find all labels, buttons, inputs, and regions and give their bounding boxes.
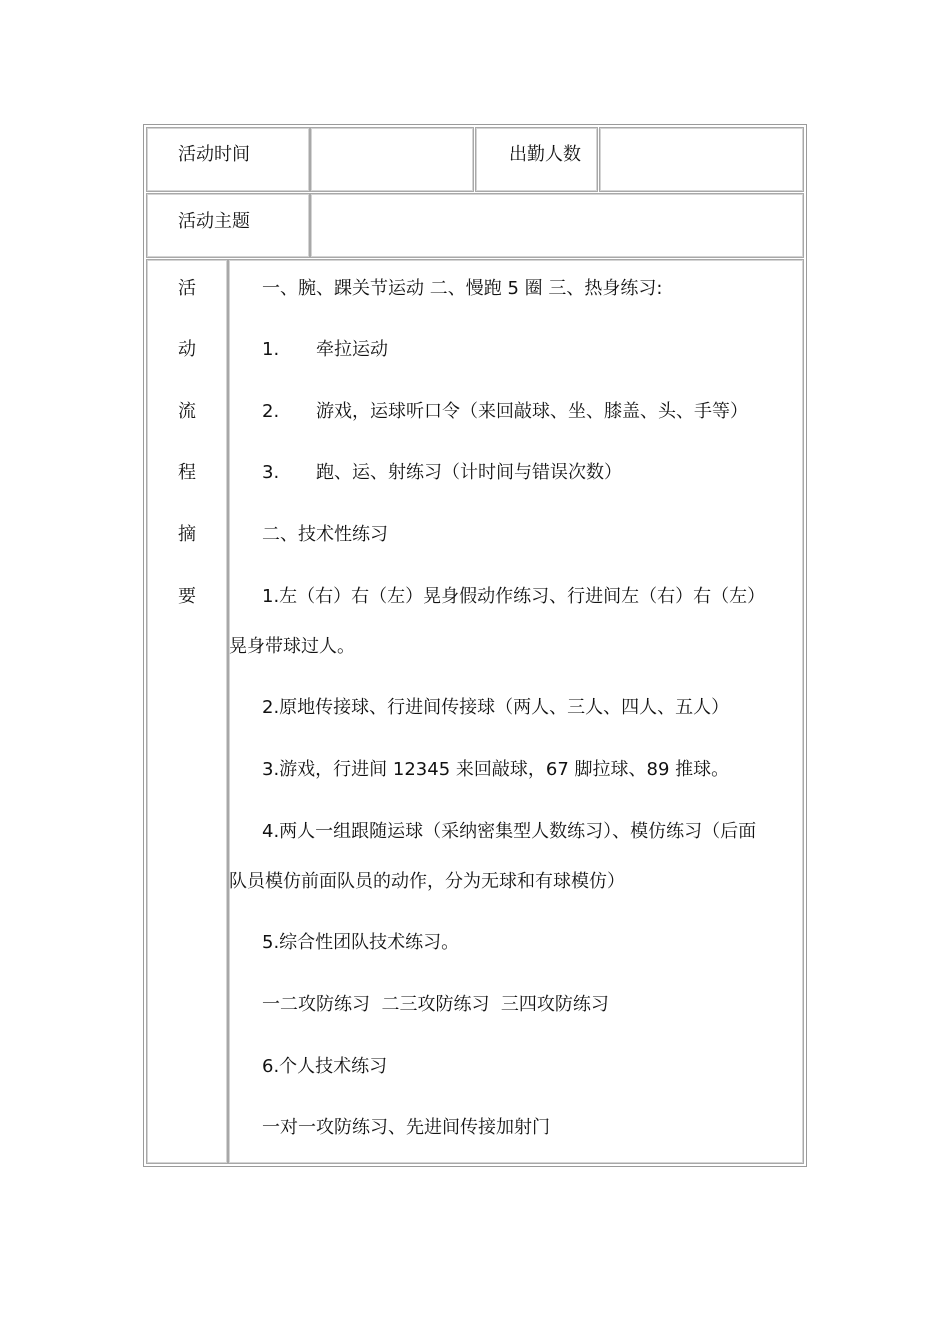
list-item-number: 1. — [262, 339, 280, 360]
paragraph-continuation: 晃身带球过人。 — [229, 636, 355, 657]
process-label-cell — [147, 260, 227, 1163]
warmup-line: 一、腕、踝关节运动 二、慢跑 5 圈 三、热身练习: — [262, 278, 663, 299]
attendance-label: 出勤人数 — [509, 144, 581, 165]
process-label-char: 摘 — [178, 524, 196, 545]
paragraph: 3.游戏，行进间 12345 来回敲球，67 脚拉球、89 推球。 — [262, 759, 730, 780]
list-item — [262, 463, 622, 483]
process-label-char: 要 — [178, 586, 196, 607]
paragraph: 4.两人一组跟随运球（采纳密集型人数练习）、模仿练习（后面 — [262, 821, 757, 842]
time-label: 活动时间 — [178, 144, 250, 165]
paragraph: 2.原地传接球、行进间传接球（两人、三人、四人、五人） — [262, 697, 730, 718]
theme-value-cell[interactable] — [311, 194, 803, 257]
theme-label: 活动主题 — [178, 211, 250, 232]
process-label-char: 动 — [178, 339, 196, 360]
list-item-number: 3. — [262, 462, 280, 483]
list-item — [262, 340, 388, 360]
process-label-char: 程 — [178, 462, 196, 483]
list-item-text: 跑、运、射练习（计时间与错误次数） — [316, 462, 622, 483]
list-item-text: 牵拉运动 — [316, 339, 388, 360]
paragraph: 一二攻防练习 二三攻防练习 三四攻防练习 — [262, 994, 609, 1015]
paragraph: 5.综合性团队技术练习。 — [262, 932, 460, 953]
list-item-number: 2. — [262, 401, 280, 422]
section-heading: 二、技术性练习 — [262, 524, 388, 545]
paragraph: 6.个人技术练习 — [262, 1056, 388, 1077]
paragraph: 1.左（右）右（左）晃身假动作练习、行进间左（右）右（左） — [262, 586, 766, 607]
list-item-text: 游戏，运球听口令（来回敲球、坐、膝盖、头、手等） — [316, 401, 748, 422]
process-label-char: 活 — [178, 278, 196, 299]
attendance-value-cell[interactable] — [600, 128, 803, 191]
process-label-char: 流 — [178, 401, 196, 422]
list-item — [262, 402, 748, 422]
paragraph: 一对一攻防练习、先进间传接加射门 — [262, 1117, 550, 1138]
paragraph-continuation: 队员模仿前面队员的动作，分为无球和有球模仿） — [229, 871, 625, 892]
time-value-cell[interactable] — [311, 128, 473, 191]
